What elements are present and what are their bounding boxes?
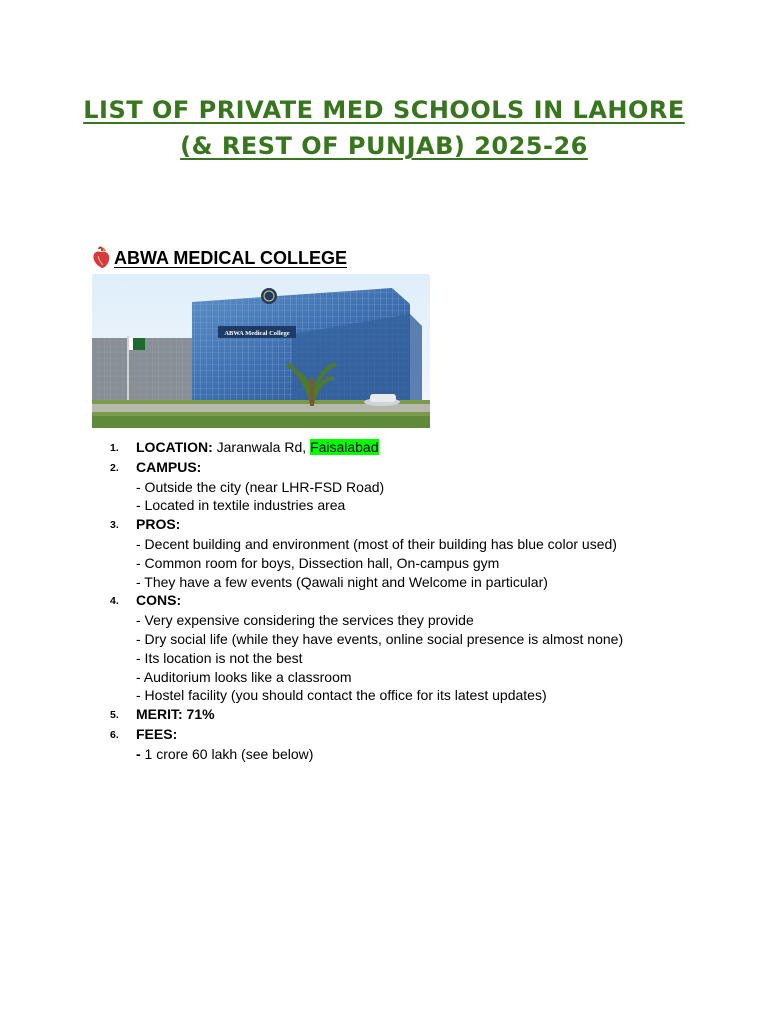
- list-number: 5.: [110, 709, 119, 722]
- fees-amount: 1 crore 60 lakh (see below): [140, 745, 314, 762]
- fees-label: FEES:: [136, 725, 178, 742]
- merit-label: MERIT: 71%: [136, 706, 215, 723]
- list-item-pros: [110, 515, 730, 535]
- fees-dash: -: [136, 745, 141, 762]
- page-title-line-2: (& REST OF PUNJAB) 2025-26: [180, 132, 588, 160]
- campus-point: - Located in textile industries area: [136, 497, 346, 514]
- pros-point: - They have a few events (Qawali night and Welcome in particular): [136, 573, 548, 590]
- cons-point: - Very expensive considering the services they provide: [136, 612, 474, 629]
- location-label: LOCATION:: [136, 439, 213, 455]
- list-item-location: [110, 438, 730, 458]
- cons-point: - Dry social life (while they have events, online social presence is almost none): [136, 630, 624, 647]
- list-item-cons: [110, 591, 730, 611]
- college-building-photo: [92, 274, 430, 428]
- location-city-highlight: Faisalabad: [310, 439, 379, 455]
- list-number: 2.: [110, 461, 119, 474]
- list-number: 1.: [110, 442, 119, 454]
- pros-point: - Decent building and environment (most of their building has blue color used): [136, 535, 617, 552]
- campus-label: CAMPUS:: [136, 458, 202, 475]
- cons-point: - Hostel facility (you should contact the office for its latest updates): [136, 687, 547, 704]
- college-name: ABWA MEDICAL COLLEGE: [114, 247, 347, 268]
- pros-point: - Common room for boys, Dissection hall, On-campus gym: [136, 554, 500, 571]
- cons-label: CONS:: [136, 592, 182, 609]
- college-heading: [90, 246, 347, 270]
- list-number: 6.: [110, 728, 119, 741]
- cons-point: - Auditorium looks like a classroom: [136, 668, 352, 685]
- college-details-list: [110, 438, 730, 764]
- cons-point: - Its location is not the best: [136, 649, 303, 666]
- location-road: Jaranwala Rd,: [212, 439, 311, 455]
- list-item-fees: [110, 725, 730, 745]
- campus-point: - Outside the city (near LHR-FSD Road): [136, 478, 385, 495]
- page-title: [0, 92, 768, 164]
- list-number: 4.: [110, 595, 119, 608]
- list-number: 3.: [110, 519, 119, 532]
- fees-point: [110, 745, 730, 764]
- anatomical-heart-icon: [90, 246, 112, 270]
- page-title-line-1: LIST OF PRIVATE MED SCHOOLS IN LAHORE: [83, 96, 685, 124]
- list-item-merit: [110, 705, 730, 725]
- list-item-campus: [110, 458, 730, 478]
- building-sign: ABWA Medical College: [224, 330, 290, 337]
- pros-label: PROS:: [136, 516, 181, 533]
